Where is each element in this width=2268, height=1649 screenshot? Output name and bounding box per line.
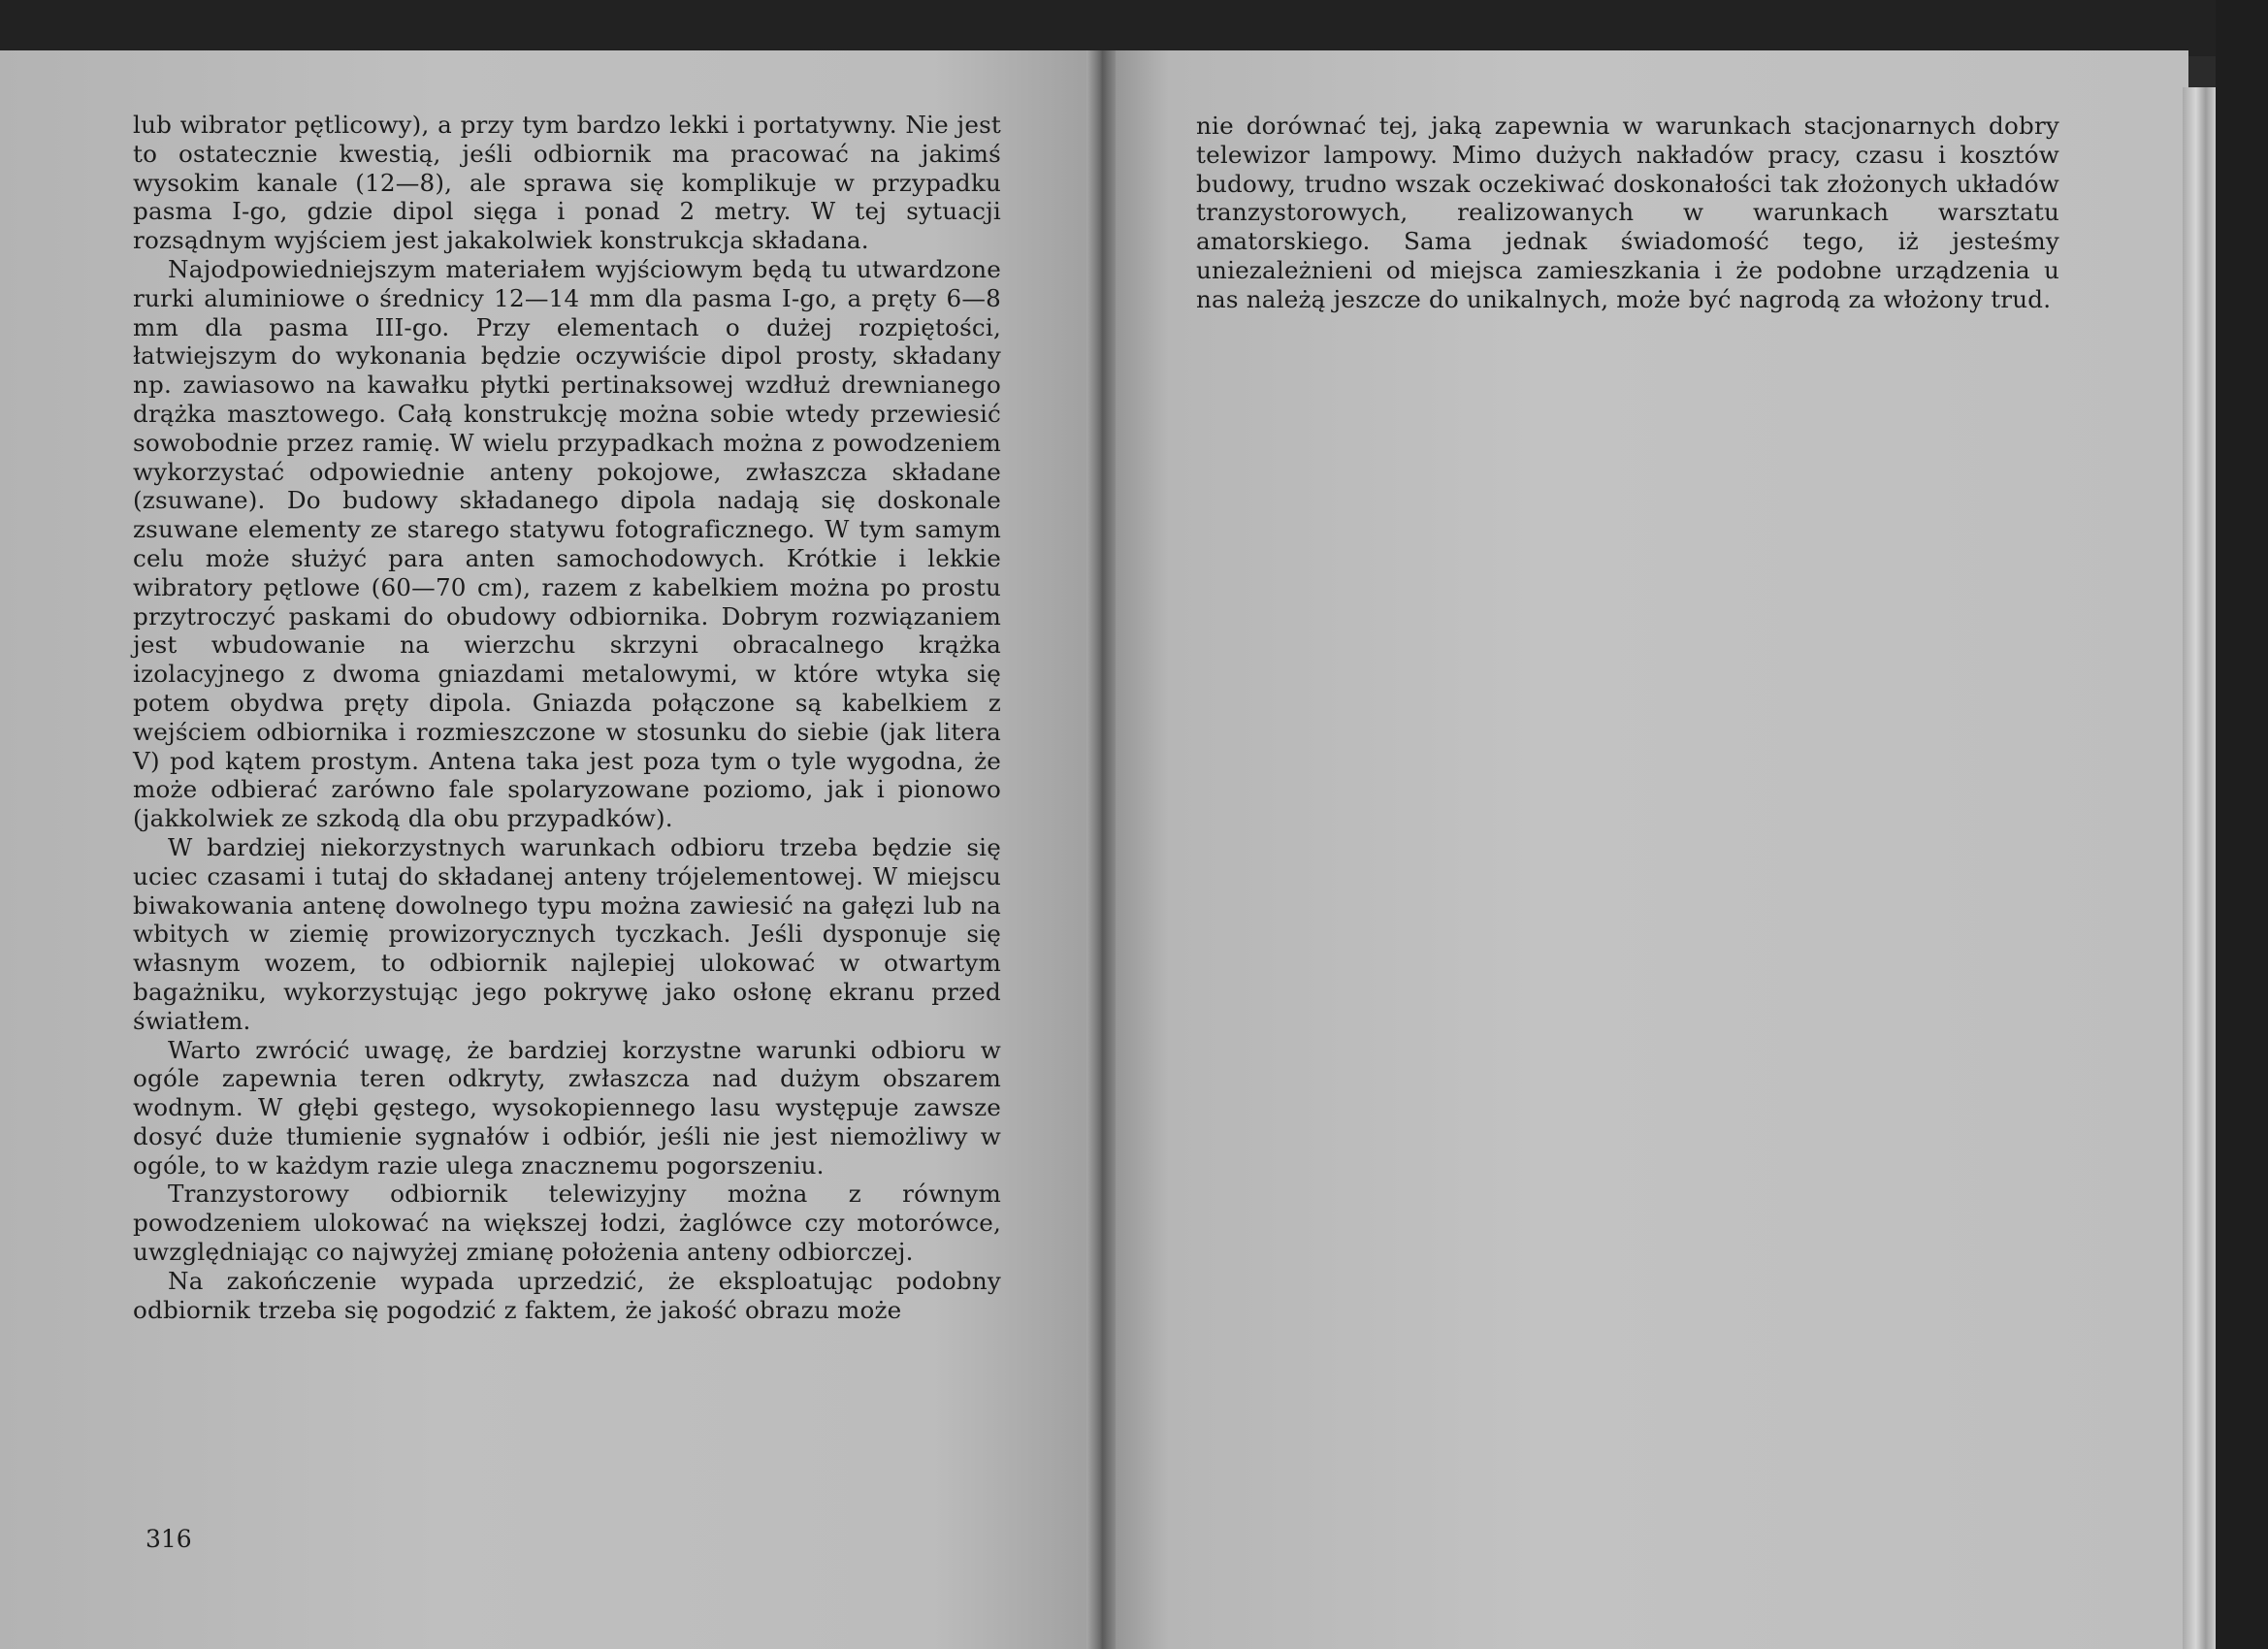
paragraph: Na zakończenie wypada uprzedzić, że eksploatując podobny odbiornik trzeba się pogodzić z faktem, że jakość obrazu może: [133, 1266, 1001, 1324]
scanner-right-border: [2216, 0, 2268, 1649]
page-stack-edge: [2183, 87, 2216, 1649]
page-number: 316: [146, 1525, 192, 1553]
left-page-text: [133, 111, 1001, 1324]
book-gutter: [1086, 50, 1116, 1649]
paragraph: lub wibrator pętlicowy), a przy tym bardzo lekki i portatywny. Nie jest to ostatecznie kwestią, jeśli odbiornik ma pracować na jakimś wysokim kanale (12—8), ale sprawa się komplikuje w przypadku pasma I-go, gdzie dipol sięga i ponad 2 metry. W tej sytuacji rozsądnym wyjściem jest jakakolwiek konstrukcja składana.: [133, 111, 1001, 255]
paragraph: nie dorównać tej, jaką zapewnia w warunkach stacjonarnych dobry telewizor lampowy. Mimo dużych nakładów pracy, czasu i kosztów budowy, trudno wszak oczekiwać doskonałości tak złożonych układów tranzystorowych, realizowanych w warunkach warsztatu amatorskiego. Sama jednak świadomość tego, iż jesteśmy uniezależnieni od miejsca zamieszkania i że podobne urządzenia u nas należą jeszcze do unikalnych, może być nagrodą za włożony trud.: [1196, 112, 2059, 313]
right-page-text: [1196, 112, 2059, 314]
paragraph: Tranzystorowy odbiornik telewizyjny można z równym powodzeniem ulokować na większej łodzi, żaglówce czy motorówce, uwzględniając co najwyżej zmianę położenia anteny odbiorczej.: [133, 1180, 1001, 1267]
paragraph: Warto zwrócić uwagę, że bardziej korzystne warunki odbioru w ogóle zapewnia teren odkryty, zwłaszcza nad dużym obszarem wodnym. W głębi gęstego, wysokopiennego lasu występuje zawsze dosyć duże tłumienie sygnałów i odbiór, jeśli nie jest niemożliwy w ogóle, to w każdym razie ulega znacznemu pogorszeniu.: [133, 1035, 1001, 1180]
paragraph: Najodpowiedniejszym materiałem wyjściowym będą tu utwardzone rurki aluminiowe o średnicy 12—14 mm dla pasma I-go, a pręty 6—8 mm dla pasma III-go. Przy elementach o dużej rozpiętości, łatwiejszym do wykonania będzie oczywiście dipol prosty, składany np. zawiasowo na kawałku płytki pertinaksowej wzdłuż drewnianego drążka masztowego. Całą konstrukcję można sobie wtedy przewiesić sowobodnie przez ramię. W wielu przypadkach można z powodzeniem wykorzystać odpowiednie anteny pokojowe, zwłaszcza składane (zsuwane). Do budowy składanego dipola nadają się doskonale zsuwane elementy ze starego statywu fotograficznego. W tym samym celu może służyć para anten samochodowych. Krótkie i lekkie wibratory pętlowe (60—70 cm), razem z kabelkiem można po prostu przytroczyć paskami do obudowy odbiornika. Dobrym rozwiązaniem jest wbudowanie na wierzchu skrzyni obracalnego krążka izolacyjnego z dwoma gniazdami metalowymi, w które wtyka się potem obydwa pręty dipola. Gniazda połączone są kabelkiem z wejściem odbiornika i rozmieszczone w stosunku do siebie (jak litera V) pod kątem prostym. Antena taka jest poza tym o tyle wygodna, że może odbierać zarówno fale spolaryzowane poziomo, jak i pionowo (jakkolwiek ze szkodą dla obu przypadków).: [133, 254, 1001, 833]
paragraph: W bardziej niekorzystnych warunkach odbioru trzeba będzie się uciec czasami i tutaj do składanej anteny trójelementowej. W miejscu biwakowania antenę dowolnego typu można zawiesić na gałęzi lub na wbitych w ziemię prowizorycznych tyczkach. Jeśli dysponuje się własnym wozem, to odbiornik najlepiej ulokować w otwartym bagażniku, wykorzystując jego pokrywę jako osłonę ekranu przed światłem.: [133, 832, 1001, 1035]
